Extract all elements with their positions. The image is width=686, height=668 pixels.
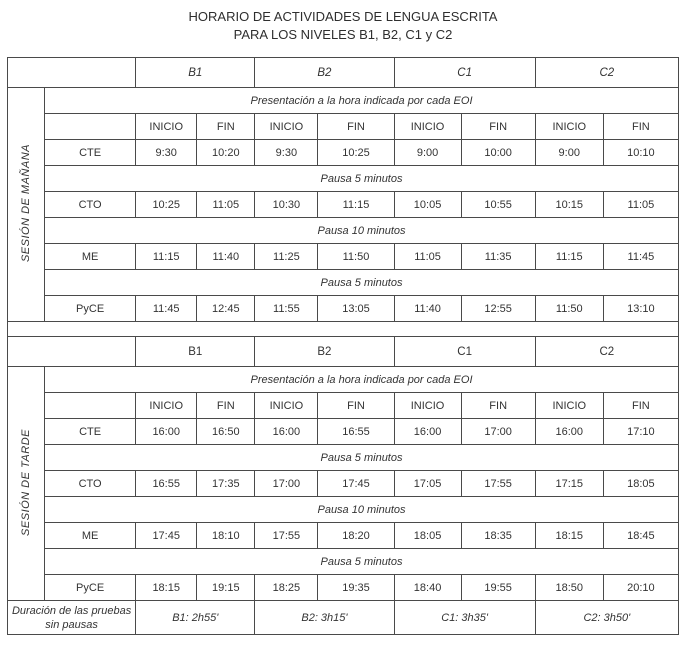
time-cell-cto-3: 11:15 <box>318 192 394 218</box>
time-cell-me-2: 17:55 <box>255 523 318 549</box>
time-cell-me-3: 11:50 <box>318 244 394 270</box>
pause-row: Pausa 5 minutos <box>45 166 679 192</box>
level-header-c1: C1 <box>394 58 535 88</box>
duration-label: Duración de las pruebas sin pausas <box>8 601 136 635</box>
time-cell-pyce-6: 18:50 <box>535 575 603 601</box>
presentation-note: Presentación a la hora indicada por cada EOI <box>45 88 679 114</box>
afternoon-session-table <box>7 336 679 635</box>
empty-label-cell <box>45 114 136 140</box>
time-cell-me-4: 11:05 <box>394 244 461 270</box>
time-cell-me-0: 11:15 <box>136 244 197 270</box>
time-cell-me-3: 18:20 <box>318 523 394 549</box>
col-header-fin-c1: FIN <box>461 114 535 140</box>
col-header-inicio-b2: INICIO <box>255 114 318 140</box>
level-header-c1: C1 <box>394 337 535 367</box>
time-cell-cte-1: 10:20 <box>197 140 255 166</box>
time-cell-cte-6: 16:00 <box>535 419 603 445</box>
time-cell-me-0: 17:45 <box>136 523 197 549</box>
duration-value-b1: B1: 2h55' <box>136 601 255 635</box>
session-label-cell <box>8 88 45 322</box>
time-cell-me-5: 11:35 <box>461 244 535 270</box>
pause-row: Pausa 5 minutos <box>45 445 679 471</box>
time-cell-pyce-3: 13:05 <box>318 296 394 322</box>
corner-cell <box>8 337 136 367</box>
time-cell-pyce-4: 11:40 <box>394 296 461 322</box>
time-cell-cto-3: 17:45 <box>318 471 394 497</box>
time-cell-pyce-7: 13:10 <box>603 296 678 322</box>
col-header-fin-b1: FIN <box>197 114 255 140</box>
time-cell-cte-2: 16:00 <box>255 419 318 445</box>
time-cell-me-1: 11:40 <box>197 244 255 270</box>
page-title-line1: HORARIO DE ACTIVIDADES DE LENGUA ESCRITA <box>188 9 498 24</box>
presentation-note: Presentación a la hora indicada por cada EOI <box>45 367 679 393</box>
time-cell-cto-4: 10:05 <box>394 192 461 218</box>
time-cell-me-1: 18:10 <box>197 523 255 549</box>
schedule-tables <box>7 57 679 635</box>
time-cell-cte-4: 9:00 <box>394 140 461 166</box>
time-cell-pyce-2: 11:55 <box>255 296 318 322</box>
level-header-c2: C2 <box>535 337 678 367</box>
col-header-fin-c1: FIN <box>461 393 535 419</box>
time-cell-cto-6: 10:15 <box>535 192 603 218</box>
time-cell-cto-7: 18:05 <box>603 471 678 497</box>
time-cell-pyce-0: 11:45 <box>136 296 197 322</box>
duration-value-b2: B2: 3h15' <box>255 601 394 635</box>
activity-label-pyce: PyCE <box>45 575 136 601</box>
duration-value-c1: C1: 3h35' <box>394 601 535 635</box>
col-header-inicio-b1: INICIO <box>136 393 197 419</box>
time-cell-cte-5: 10:00 <box>461 140 535 166</box>
time-cell-cto-5: 10:55 <box>461 192 535 218</box>
pause-row: Pausa 5 minutos <box>45 549 679 575</box>
activity-label-cto: CTO <box>45 192 136 218</box>
time-cell-cto-2: 17:00 <box>255 471 318 497</box>
time-cell-pyce-4: 18:40 <box>394 575 461 601</box>
session-label: SESIÓN DE TARDE <box>20 428 33 536</box>
time-cell-cte-3: 16:55 <box>318 419 394 445</box>
time-cell-me-7: 18:45 <box>603 523 678 549</box>
time-cell-cte-2: 9:30 <box>255 140 318 166</box>
time-cell-pyce-1: 19:15 <box>197 575 255 601</box>
time-cell-me-5: 18:35 <box>461 523 535 549</box>
time-cell-cte-4: 16:00 <box>394 419 461 445</box>
col-header-inicio-c2: INICIO <box>535 114 603 140</box>
page-title-line2: PARA LOS NIVELES B1, B2, C1 y C2 <box>233 27 453 43</box>
col-header-fin-c2: FIN <box>603 114 678 140</box>
time-cell-pyce-7: 20:10 <box>603 575 678 601</box>
activity-label-cte: CTE <box>45 419 136 445</box>
time-cell-cto-1: 11:05 <box>197 192 255 218</box>
pause-row: Pausa 10 minutos <box>45 497 679 523</box>
time-cell-cte-3: 10:25 <box>318 140 394 166</box>
time-cell-cte-0: 9:30 <box>136 140 197 166</box>
col-header-inicio-b1: INICIO <box>136 114 197 140</box>
duration-value-c2: C2: 3h50' <box>535 601 678 635</box>
level-header-b2: B2 <box>255 58 394 88</box>
time-cell-cto-6: 17:15 <box>535 471 603 497</box>
time-cell-cto-1: 17:35 <box>197 471 255 497</box>
activity-label-me: ME <box>45 523 136 549</box>
time-cell-pyce-1: 12:45 <box>197 296 255 322</box>
session-label: SESIÓN DE MAÑANA <box>20 144 33 263</box>
time-cell-pyce-5: 12:55 <box>461 296 535 322</box>
pause-row: Pausa 10 minutos <box>45 218 679 244</box>
col-header-inicio-c2: INICIO <box>535 393 603 419</box>
time-cell-cto-5: 17:55 <box>461 471 535 497</box>
time-cell-cte-1: 16:50 <box>197 419 255 445</box>
time-cell-pyce-2: 18:25 <box>255 575 318 601</box>
time-cell-cte-0: 16:00 <box>136 419 197 445</box>
col-header-inicio-c1: INICIO <box>394 393 461 419</box>
col-header-fin-b2: FIN <box>318 393 394 419</box>
session-label-cell <box>8 367 45 601</box>
time-cell-cto-0: 16:55 <box>136 471 197 497</box>
morning-session-table <box>7 57 679 322</box>
table-spacer <box>7 322 679 336</box>
activity-label-me: ME <box>45 244 136 270</box>
time-cell-cto-0: 10:25 <box>136 192 197 218</box>
time-cell-me-6: 11:15 <box>535 244 603 270</box>
time-cell-cte-7: 10:10 <box>603 140 678 166</box>
level-header-b1: B1 <box>136 337 255 367</box>
time-cell-cte-5: 17:00 <box>461 419 535 445</box>
page-title <box>0 8 686 44</box>
time-cell-me-7: 11:45 <box>603 244 678 270</box>
time-cell-me-6: 18:15 <box>535 523 603 549</box>
col-header-fin-b2: FIN <box>318 114 394 140</box>
col-header-inicio-b2: INICIO <box>255 393 318 419</box>
empty-label-cell <box>45 393 136 419</box>
time-cell-me-2: 11:25 <box>255 244 318 270</box>
activity-label-cto: CTO <box>45 471 136 497</box>
time-cell-cte-6: 9:00 <box>535 140 603 166</box>
activity-label-cte: CTE <box>45 140 136 166</box>
time-cell-me-4: 18:05 <box>394 523 461 549</box>
time-cell-cte-7: 17:10 <box>603 419 678 445</box>
col-header-fin-c2: FIN <box>603 393 678 419</box>
level-header-b2: B2 <box>255 337 394 367</box>
col-header-fin-b1: FIN <box>197 393 255 419</box>
time-cell-pyce-3: 19:35 <box>318 575 394 601</box>
activity-label-pyce: PyCE <box>45 296 136 322</box>
time-cell-pyce-6: 11:50 <box>535 296 603 322</box>
pause-row: Pausa 5 minutos <box>45 270 679 296</box>
col-header-inicio-c1: INICIO <box>394 114 461 140</box>
time-cell-cto-7: 11:05 <box>603 192 678 218</box>
time-cell-cto-4: 17:05 <box>394 471 461 497</box>
time-cell-cto-2: 10:30 <box>255 192 318 218</box>
corner-cell <box>8 58 136 88</box>
level-header-b1: B1 <box>136 58 255 88</box>
level-header-c2: C2 <box>535 58 678 88</box>
time-cell-pyce-0: 18:15 <box>136 575 197 601</box>
time-cell-pyce-5: 19:55 <box>461 575 535 601</box>
